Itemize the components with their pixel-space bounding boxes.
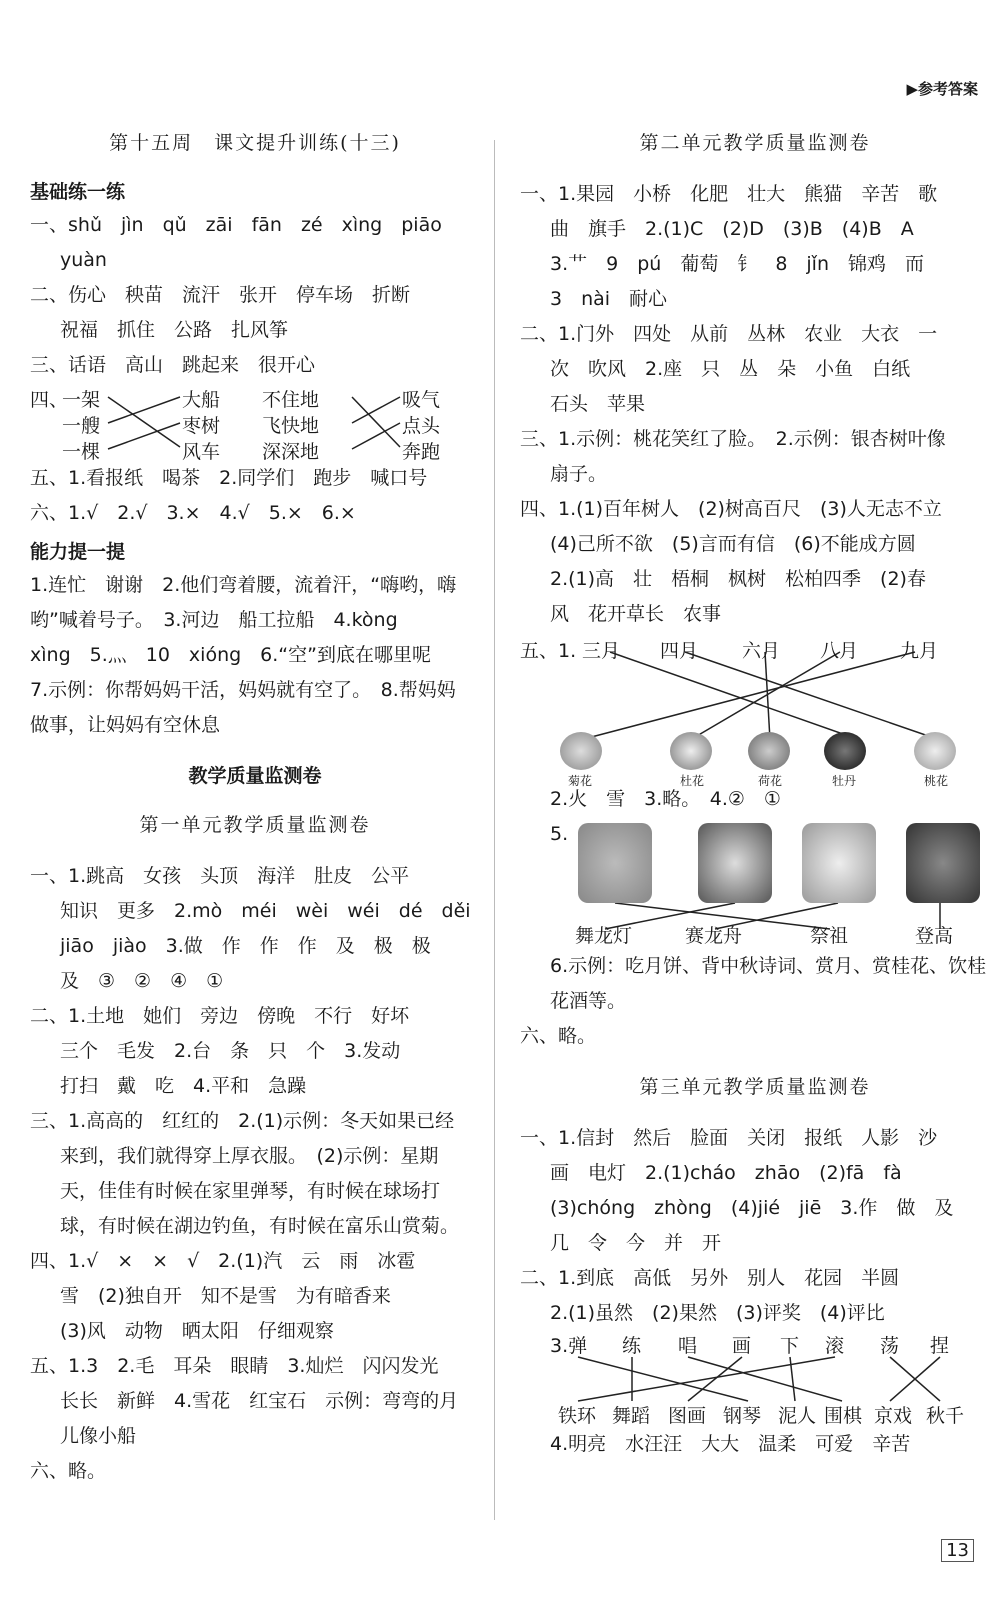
answer-line: xìng 5.灬 10 xióng 6.“空”到底在哪里呢	[30, 644, 431, 666]
answer-line: (3)风 动物 晒太阳 仔细观察	[60, 1320, 334, 1342]
lantern-scene-icon	[802, 823, 876, 903]
noun-label: 图画	[668, 1405, 707, 1427]
verb-label: 捏	[930, 1335, 950, 1357]
festival-matching	[520, 817, 990, 949]
noun-label: 秋千	[926, 1405, 965, 1427]
unit1-title: 第一单元教学质量监测卷	[139, 814, 371, 836]
answer-line: 来到，我们就得穿上厚衣服。 (2)示例：星期	[60, 1145, 439, 1167]
answer-line: 打扫 戴 吃 4.平和 急躁	[60, 1075, 307, 1097]
answer-line: 1.连忙 谢谢 2.他们弯着腰，流着汗，“嗨哟，嗨	[30, 574, 457, 596]
answer-line: 曲 旗手 2.(1)C (2)D (3)B (4)B A	[550, 218, 914, 240]
answer-line: 二、1.到底 高低 另外 别人 花园 半圆	[520, 1267, 900, 1289]
answer-line: 六、1.√ 2.√ 3.× 4.√ 5.× 6.×	[30, 502, 356, 524]
answer-line: 知识 更多 2.mò méi wèi wéi dé děi	[60, 900, 471, 922]
answer-line: 天，佳佳有时候在家里弹琴，有时候在球场打	[60, 1180, 441, 1202]
answer-line: jiāo jiào 3.做 作 作 作 及 极 极	[60, 935, 431, 957]
unit2-title: 第二单元教学质量监测卷	[639, 132, 871, 154]
flower-label: 杜花	[680, 774, 705, 788]
answer-line: 及 ③ ② ④ ①	[60, 970, 224, 992]
noun-label: 铁环	[558, 1405, 597, 1427]
answer-line: 四、1.(1)百年树人 (2)树高百尺 (3)人无志不立	[520, 498, 942, 520]
verb-label: 练	[622, 1335, 642, 1357]
flower-label: 桃花	[924, 774, 949, 788]
noun-label: 钢琴	[723, 1405, 762, 1427]
match-left: 一艘	[62, 415, 101, 437]
answer-line: 二、伤心 秧苗 流汗 张开 停车场 折断	[30, 284, 411, 306]
answer-line: 雪 (2)独自开 知不是雪 为有暗香来	[60, 1285, 391, 1307]
answer-line: 四、1.√ × × √ 2.(1)汽 云 雨 冰雹	[30, 1250, 416, 1272]
match-mid: 大船	[182, 389, 221, 411]
month-label: 四月	[660, 640, 699, 662]
answer-line: 6.示例：吃月饼、背中秋诗词、赏月、赏桂花、饮桂	[550, 955, 987, 977]
answer-line: 五、1.看报纸 喝茶 2.同学们 跑步 喊口号	[30, 467, 428, 489]
answer-line: 花酒等。	[550, 990, 627, 1012]
verb-noun-matching	[520, 1331, 990, 1427]
match-mid2: 飞快地	[262, 415, 320, 437]
verb-label: 荡	[880, 1335, 900, 1357]
answer-line: 六、略。	[30, 1460, 107, 1482]
answer-line: yuàn	[60, 249, 107, 271]
answer-line: 五、1.3 2.毛 耳朵 眼睛 3.灿烂 闪闪发光	[30, 1355, 439, 1377]
verb-label: 3.弹	[550, 1335, 588, 1357]
ability-title: 能力提一提	[30, 541, 126, 563]
exam-title: 教学质量监测卷	[188, 765, 322, 787]
page-header: ▶参考答案	[906, 80, 978, 98]
answer-line: 次 吹风 2.座 只 丛 朵 小鱼 白纸	[550, 358, 911, 380]
flower-label: 菊花	[568, 774, 593, 788]
answer-line: 二、1.门外 四处 从前 丛林 农业 大衣 一	[520, 323, 938, 345]
answer-line: 长长 新鲜 4.雪花 红宝石 示例：弯弯的月	[60, 1390, 459, 1412]
item-prefix: 五、1.	[520, 640, 577, 662]
right-column	[520, 122, 990, 1462]
answer-line: (4)己所不欲 (5)言而有信 (6)不能成方圆	[550, 533, 916, 555]
flower-label: 荷花	[758, 774, 783, 788]
osmanthus-icon	[670, 732, 712, 770]
answer-line: 7.示例：你帮妈妈干活，妈妈就有空了。 8.帮妈妈	[30, 679, 456, 701]
verb-label: 画	[732, 1335, 752, 1357]
climbing-scene-icon	[906, 823, 980, 903]
item-prefix: 5.	[550, 823, 569, 845]
answer-line: (3)chóng zhòng (4)jié jiē 3.作 做 及	[550, 1197, 954, 1219]
festival-label: 舞龙灯	[575, 925, 633, 947]
answer-line: 球，有时候在湖边钓鱼，有时候在富乐山赏菊。	[60, 1215, 460, 1237]
noun-label: 泥人	[778, 1405, 817, 1427]
answer-line: 2.火 雪 3.略。 4.② ①	[550, 788, 781, 810]
chrysanthemum-icon	[560, 732, 602, 770]
answer-line: 一、1.果园 小桥 化肥 壮大 熊猫 辛苦 歌	[520, 183, 938, 205]
answer-line: 2.(1)虽然 (2)果然 (3)评奖 (4)评比	[550, 1302, 885, 1324]
answer-line: 2.(1)高 壮 梧桐 枫树 松柏四季 (2)春	[550, 568, 926, 590]
noun-label: 围棋	[824, 1405, 863, 1427]
month-flower-matching	[520, 632, 990, 788]
column-divider	[494, 140, 495, 1520]
answer-line: 一、1.信封 然后 脸面 关闭 报纸 人影 沙	[520, 1127, 938, 1149]
festival-label: 赛龙舟	[685, 925, 743, 947]
answer-line: 儿像小船	[60, 1425, 137, 1447]
festival-label: 祭祖	[810, 925, 849, 947]
noun-label: 京戏	[874, 1405, 913, 1427]
week-title: 第十五周 课文提升训练(十三)	[109, 132, 401, 154]
month-label: 六月	[742, 640, 781, 662]
answer-line: 三、1.示例：桃花笑红了脸。 2.示例：银杏树叶像	[520, 428, 946, 450]
left-column	[30, 122, 480, 1489]
basic-title: 基础练一练	[30, 181, 126, 203]
answer-line: 几 令 今 并 开	[550, 1232, 722, 1254]
peach-blossom-icon	[914, 732, 956, 770]
verb-label: 唱	[678, 1335, 698, 1357]
answer-line: 做事，让妈妈有空休息	[30, 714, 221, 736]
month-label: 九月	[900, 640, 939, 662]
answer-line: 哟”喊着号子。 3.河边 船工拉船 4.kòng	[30, 609, 398, 631]
answer-line: 三、1.高高的 红红的 2.(1)示例：冬天如果已经	[30, 1110, 455, 1132]
answer-line: 风 花开草长 农事	[550, 603, 722, 625]
answer-line: 一、1.跳高 女孩 头顶 海洋 肚皮 公平	[30, 865, 410, 887]
dragon-scene-icon	[698, 823, 772, 903]
match-left: 一架	[62, 389, 101, 411]
answer-line: 3 nài 耐心	[550, 288, 668, 310]
lotus-icon	[748, 732, 790, 770]
match-mid: 风车	[182, 441, 221, 463]
peony-icon	[824, 732, 866, 770]
answer-line: 石头 苹果	[550, 393, 646, 415]
unit3-title: 第三单元教学质量监测卷	[639, 1076, 871, 1098]
match-right: 奔跑	[402, 441, 441, 463]
page-number: 13	[941, 1539, 974, 1562]
answer-line: 画 电灯 2.(1)cháo zhāo (2)fā fà	[550, 1162, 902, 1184]
verb-label: 滚	[825, 1335, 845, 1357]
match-right: 点头	[402, 415, 441, 437]
verb-label: 下	[780, 1335, 800, 1357]
festival-label: 登高	[915, 925, 954, 947]
answer-line: 三、话语 高山 跳起来 很开心	[30, 354, 316, 376]
answer-line: 3.艹 9 pú 葡萄 钅 8 jǐn 锦鸡 而	[550, 253, 925, 275]
match-mid2: 不住地	[262, 389, 320, 411]
family-scene-icon	[578, 823, 652, 903]
answer-line: 扇子。	[550, 463, 608, 485]
match-right: 吸气	[402, 389, 441, 411]
noun-label: 舞蹈	[612, 1405, 651, 1427]
answer-line: 一、shǔ jìn qǔ zāi fān zé xìng piāo	[30, 214, 442, 236]
matching-exercise-1	[30, 383, 480, 461]
month-label: 三月	[582, 640, 621, 662]
match-left: 一棵	[62, 441, 101, 463]
answer-line: 祝福 抓住 公路 扎风筝	[60, 319, 289, 341]
answer-line: 二、1.土地 她们 旁边 傍晚 不行 好坏	[30, 1005, 410, 1027]
flower-label: 牡丹	[832, 774, 857, 788]
match-prefix: 四、	[30, 389, 69, 411]
answer-line: 三个 毛发 2.台 条 只 个 3.发动	[60, 1040, 401, 1062]
month-label: 八月	[820, 640, 859, 662]
answer-line: 六、略。	[520, 1025, 597, 1047]
answer-line: 4.明亮 水汪汪 大大 温柔 可爱 辛苦	[550, 1433, 911, 1455]
match-mid2: 深深地	[262, 441, 320, 463]
match-mid: 枣树	[182, 415, 221, 437]
